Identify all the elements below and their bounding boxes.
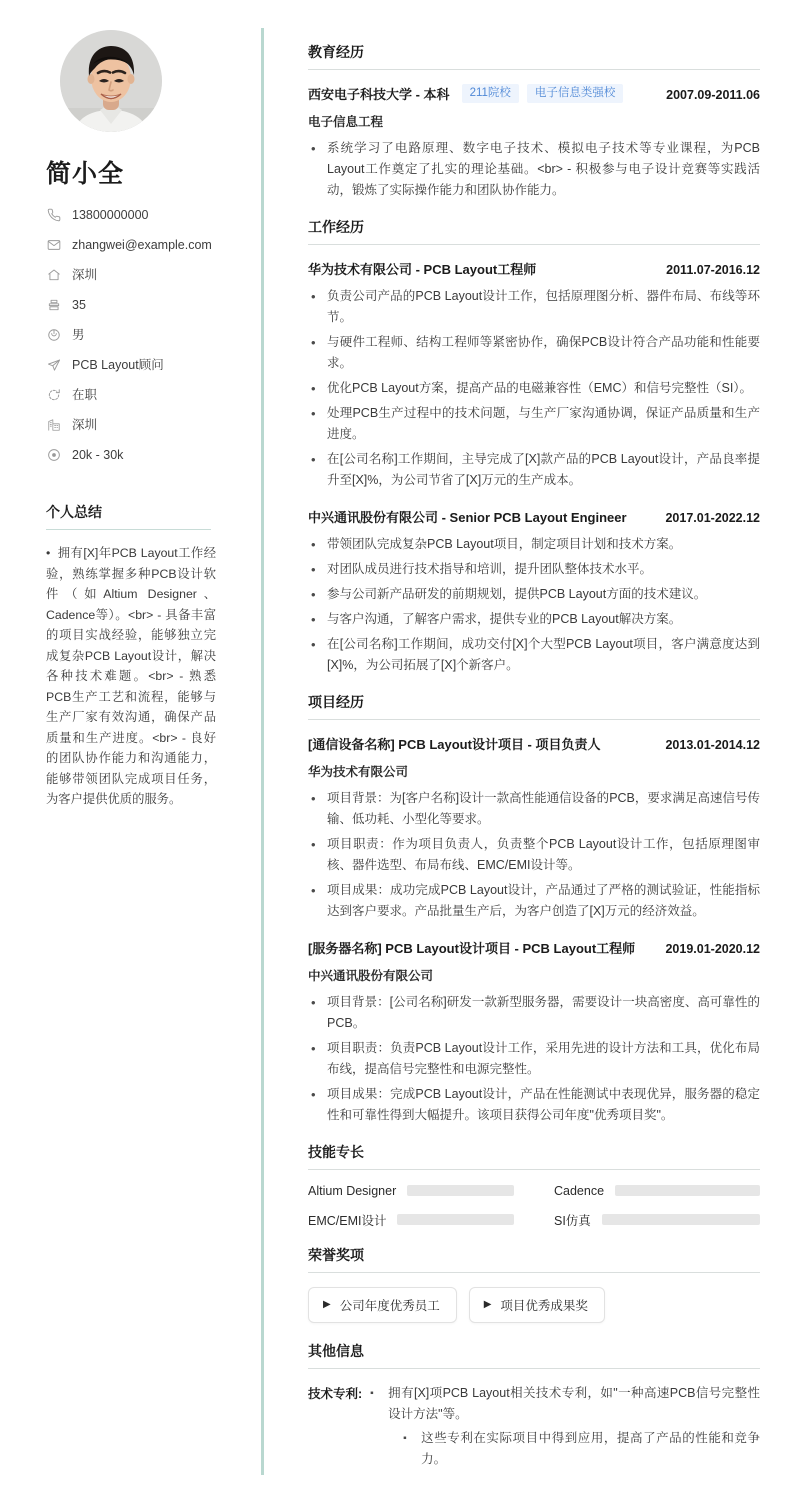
skills-grid [308,1184,760,1229]
contact-gender [46,326,234,344]
work-entry-header [308,259,760,278]
projects-heading: 项目经历 [308,692,760,720]
education-school: 西安电子科技大学 - 本科 [308,86,450,102]
education-heading: 教育经历 [308,42,760,70]
bullet-dot: • [46,546,51,560]
education-entry-header [308,84,760,103]
skill-label: SI仿真 [554,1213,591,1228]
page-title: 简小全 [46,160,125,188]
contact-salary [46,446,234,464]
position-icon [46,358,61,373]
contact-list [46,206,234,464]
section-honors [308,1245,760,1323]
skill-item [554,1211,760,1229]
work-bullets [308,286,760,491]
list-item: • 在[公司名称]工作期间，成功交付[X]个大型PCB Layout项目，客户满意度达到[X]%，为公司拓展了[X]个新客户。 [308,634,760,676]
gender-icon [46,328,61,343]
list-item: • 带领团队完成复杂PCB Layout项目，制定项目计划和技术方案。 [308,534,760,555]
work-date: 2011.07-2016.12 [666,262,760,277]
skill-item [554,1184,760,1198]
list-item: • 与客户沟通，了解客户需求，提供专业的PCB Layout解决方案。 [308,609,760,630]
list-item: ▪ 拥有[X]项PCB Layout相关技术专利，如"一种高速PCB信号完整性设计方法"等。 [366,1383,760,1425]
avatar [60,30,162,132]
list-item: • 优化PCB Layout方案，提高产品的电磁兼容性（EMC）和信号完整性（SI）。 [308,378,760,399]
project-entry-header [308,938,760,957]
skill-progress-track [615,1185,760,1196]
contact-position [46,356,234,374]
contact-city [46,416,234,434]
skill-label: Cadence [554,1183,605,1198]
other-bullets [366,1383,760,1473]
triangle-right-icon: ▶ [323,1298,331,1310]
honor-label: 公司年度优秀员工 [339,1298,440,1313]
contact-email [46,236,234,254]
project-entry [308,938,760,1126]
education-tag: 电子信息类强校 [527,84,624,103]
city-icon [46,418,61,433]
contact-age-value: 35 [72,298,86,312]
list-item: • 处理PCB生产过程中的技术问题，与生产厂家沟通协调，保证产品质量和生产进度。 [308,403,760,445]
other-row [308,1383,760,1473]
project-company: 中兴通讯股份有限公司 [308,968,434,983]
contact-status-value: 在职 [72,388,98,402]
list-item: ▪ 这些专利在实际项目中得到应用，提高了产品的性能和竞争力。 [366,1428,760,1470]
list-item: • 项目成果：完成PCB Layout设计，产品在性能测试中表现优异，服务器的稳定性和可靠性得到大幅提升。该项目获得公司年度"优秀项目奖"。 [308,1084,760,1126]
summary-text [46,543,216,810]
avatar-photo [60,30,162,132]
list-item: • 项目背景：为[客户名称]设计一款高性能通信设备的PCB，要求满足高速信号传输、低功耗、小型化等要求。 [308,788,760,830]
education-entry [308,84,760,201]
skill-item [308,1211,514,1229]
list-item: • 与硬件工程师、结构工程师等紧密协作，确保PCB设计符合产品功能和性能要求。 [308,332,760,374]
home-icon [46,268,61,283]
honors-heading: 荣誉奖项 [308,1245,760,1273]
list-item: • 参与公司新产品研发的前期规划，提供PCB Layout方面的技术建议。 [308,584,760,605]
work-bullets [308,534,760,676]
phone-icon [46,208,61,223]
list-item: • 系统学习了电路原理、数字电子技术、模拟电子技术等专业课程，为PCB Layout工作奠定了扎实的理论基础。<br> - 积极参与电子设计竞赛等实践活动，锻炼了实际操作能力和团队协作能力。 [308,138,760,201]
work-title: 华为技术有限公司 - PCB Layout工程师 [308,261,537,277]
skill-progress-track [602,1214,760,1225]
work-entry [308,507,760,676]
contact-phone [46,206,234,224]
summary-heading: 个人总结 [46,502,211,530]
salary-icon [46,448,61,463]
project-bullets [308,992,760,1126]
education-major: 电子信息工程 [308,114,384,129]
work-entry-header [308,507,760,526]
honor-chip[interactable] [308,1287,457,1323]
honors-list [308,1287,760,1323]
project-bullets [308,788,760,922]
project-entry-header [308,734,760,753]
contact-phone-value: 13800000000 [72,208,149,222]
email-icon [46,238,61,253]
list-item: • 负责公司产品的PCB Layout设计工作，包括原理图分析、器件布局、布线等环节。 [308,286,760,328]
skill-item [308,1184,514,1198]
project-entry [308,734,760,922]
triangle-right-icon: ▶ [483,1298,492,1310]
section-projects [308,692,760,1126]
age-icon [46,298,61,313]
honor-label: 项目优秀成果奖 [500,1298,588,1313]
other-label: 技术专利: [308,1386,363,1401]
list-item: • 项目职责：负责PCB Layout设计工作，采用先进的设计方法和工具，优化布局布线，提高信号完整性和电源完整性。 [308,1038,760,1080]
section-work [308,217,760,676]
contact-city-value: 深圳 [72,418,98,432]
education-tags [462,84,624,103]
contact-email-value: zhangwei@example.com [72,238,212,252]
contact-position-value: PCB Layout顾问 [72,358,164,372]
other-heading: 其他信息 [308,1341,760,1369]
contact-age [46,296,234,314]
list-item: • 项目背景：[公司名称]研发一款新型服务器，需要设计一块高密度、高可靠性的PCB。 [308,992,760,1034]
contact-status [46,386,234,404]
project-date: 2013.01-2014.12 [665,737,760,752]
contact-gender-value: 男 [72,328,85,342]
contact-home [46,266,234,284]
section-education [308,42,760,201]
skill-label: EMC/EMI设计 [308,1213,387,1228]
education-bullets [308,138,760,201]
project-date: 2019.01-2020.12 [665,941,760,956]
honor-chip[interactable] [469,1287,605,1323]
sidebar [0,0,264,1503]
education-entry-left [308,84,623,103]
skill-label: Altium Designer [308,1183,397,1198]
contact-home-value: 深圳 [72,268,98,282]
work-entry [308,259,760,491]
section-skills [308,1142,760,1229]
skills-heading: 技能专长 [308,1142,760,1170]
project-company: 华为技术有限公司 [308,764,409,779]
status-icon [46,388,61,403]
list-item: • 项目成果：成功完成PCB Layout设计，产品通过了严格的测试验证，性能指标达到客户要求。产品批量生产后，为客户创造了[X]万元的经济效益。 [308,880,760,922]
project-title: [通信设备名称] PCB Layout设计项目 - 项目负责人 [308,736,601,752]
main-content [264,0,794,1503]
contact-salary-value: 20k - 30k [72,448,124,462]
work-date: 2017.01-2022.12 [665,510,760,525]
education-date: 2007.09-2011.06 [666,87,760,102]
section-other [308,1341,760,1473]
list-item: • 对团队成员进行技术指导和培训，提升团队整体技术水平。 [308,559,760,580]
work-title: 中兴通讯股份有限公司 - Senior PCB Layout Engineer [308,509,627,525]
list-item: • 在[公司名称]工作期间，主导完成了[X]款产品的PCB Layout设计，产品良率提升至[X]%，为公司节省了[X]万元的生产成本。 [308,449,760,491]
skill-progress-track [397,1214,514,1225]
summary-body: 拥有[X]年PCB Layout工作经验，熟练掌握多种PCB设计软件（如Altium Designer、Cadence等）。<br> - 具备丰富的项目实战经验，能够独立完成复杂PCB Layout设计，解决各种技术难题。<br> - 熟悉PCB生产工艺和流程，能够与生产厂家有效沟通，确保产品质量和生产进度。<br> - 良好的团队协作能力和沟通能力，能够带领团队完成项目任务，为客户提供优质的服务。 [46,546,216,806]
list-item: • 项目职责：作为项目负责人，负责整个PCB Layout设计工作，包括原理图审核、器件选型、布局布线、EMC/EMI设计等。 [308,834,760,876]
education-tag: 211院校 [462,84,519,103]
project-title: [服务器名称] PCB Layout设计项目 - PCB Layout工程师 [308,940,636,956]
work-heading: 工作经历 [308,217,760,245]
skill-progress-track [407,1185,514,1196]
